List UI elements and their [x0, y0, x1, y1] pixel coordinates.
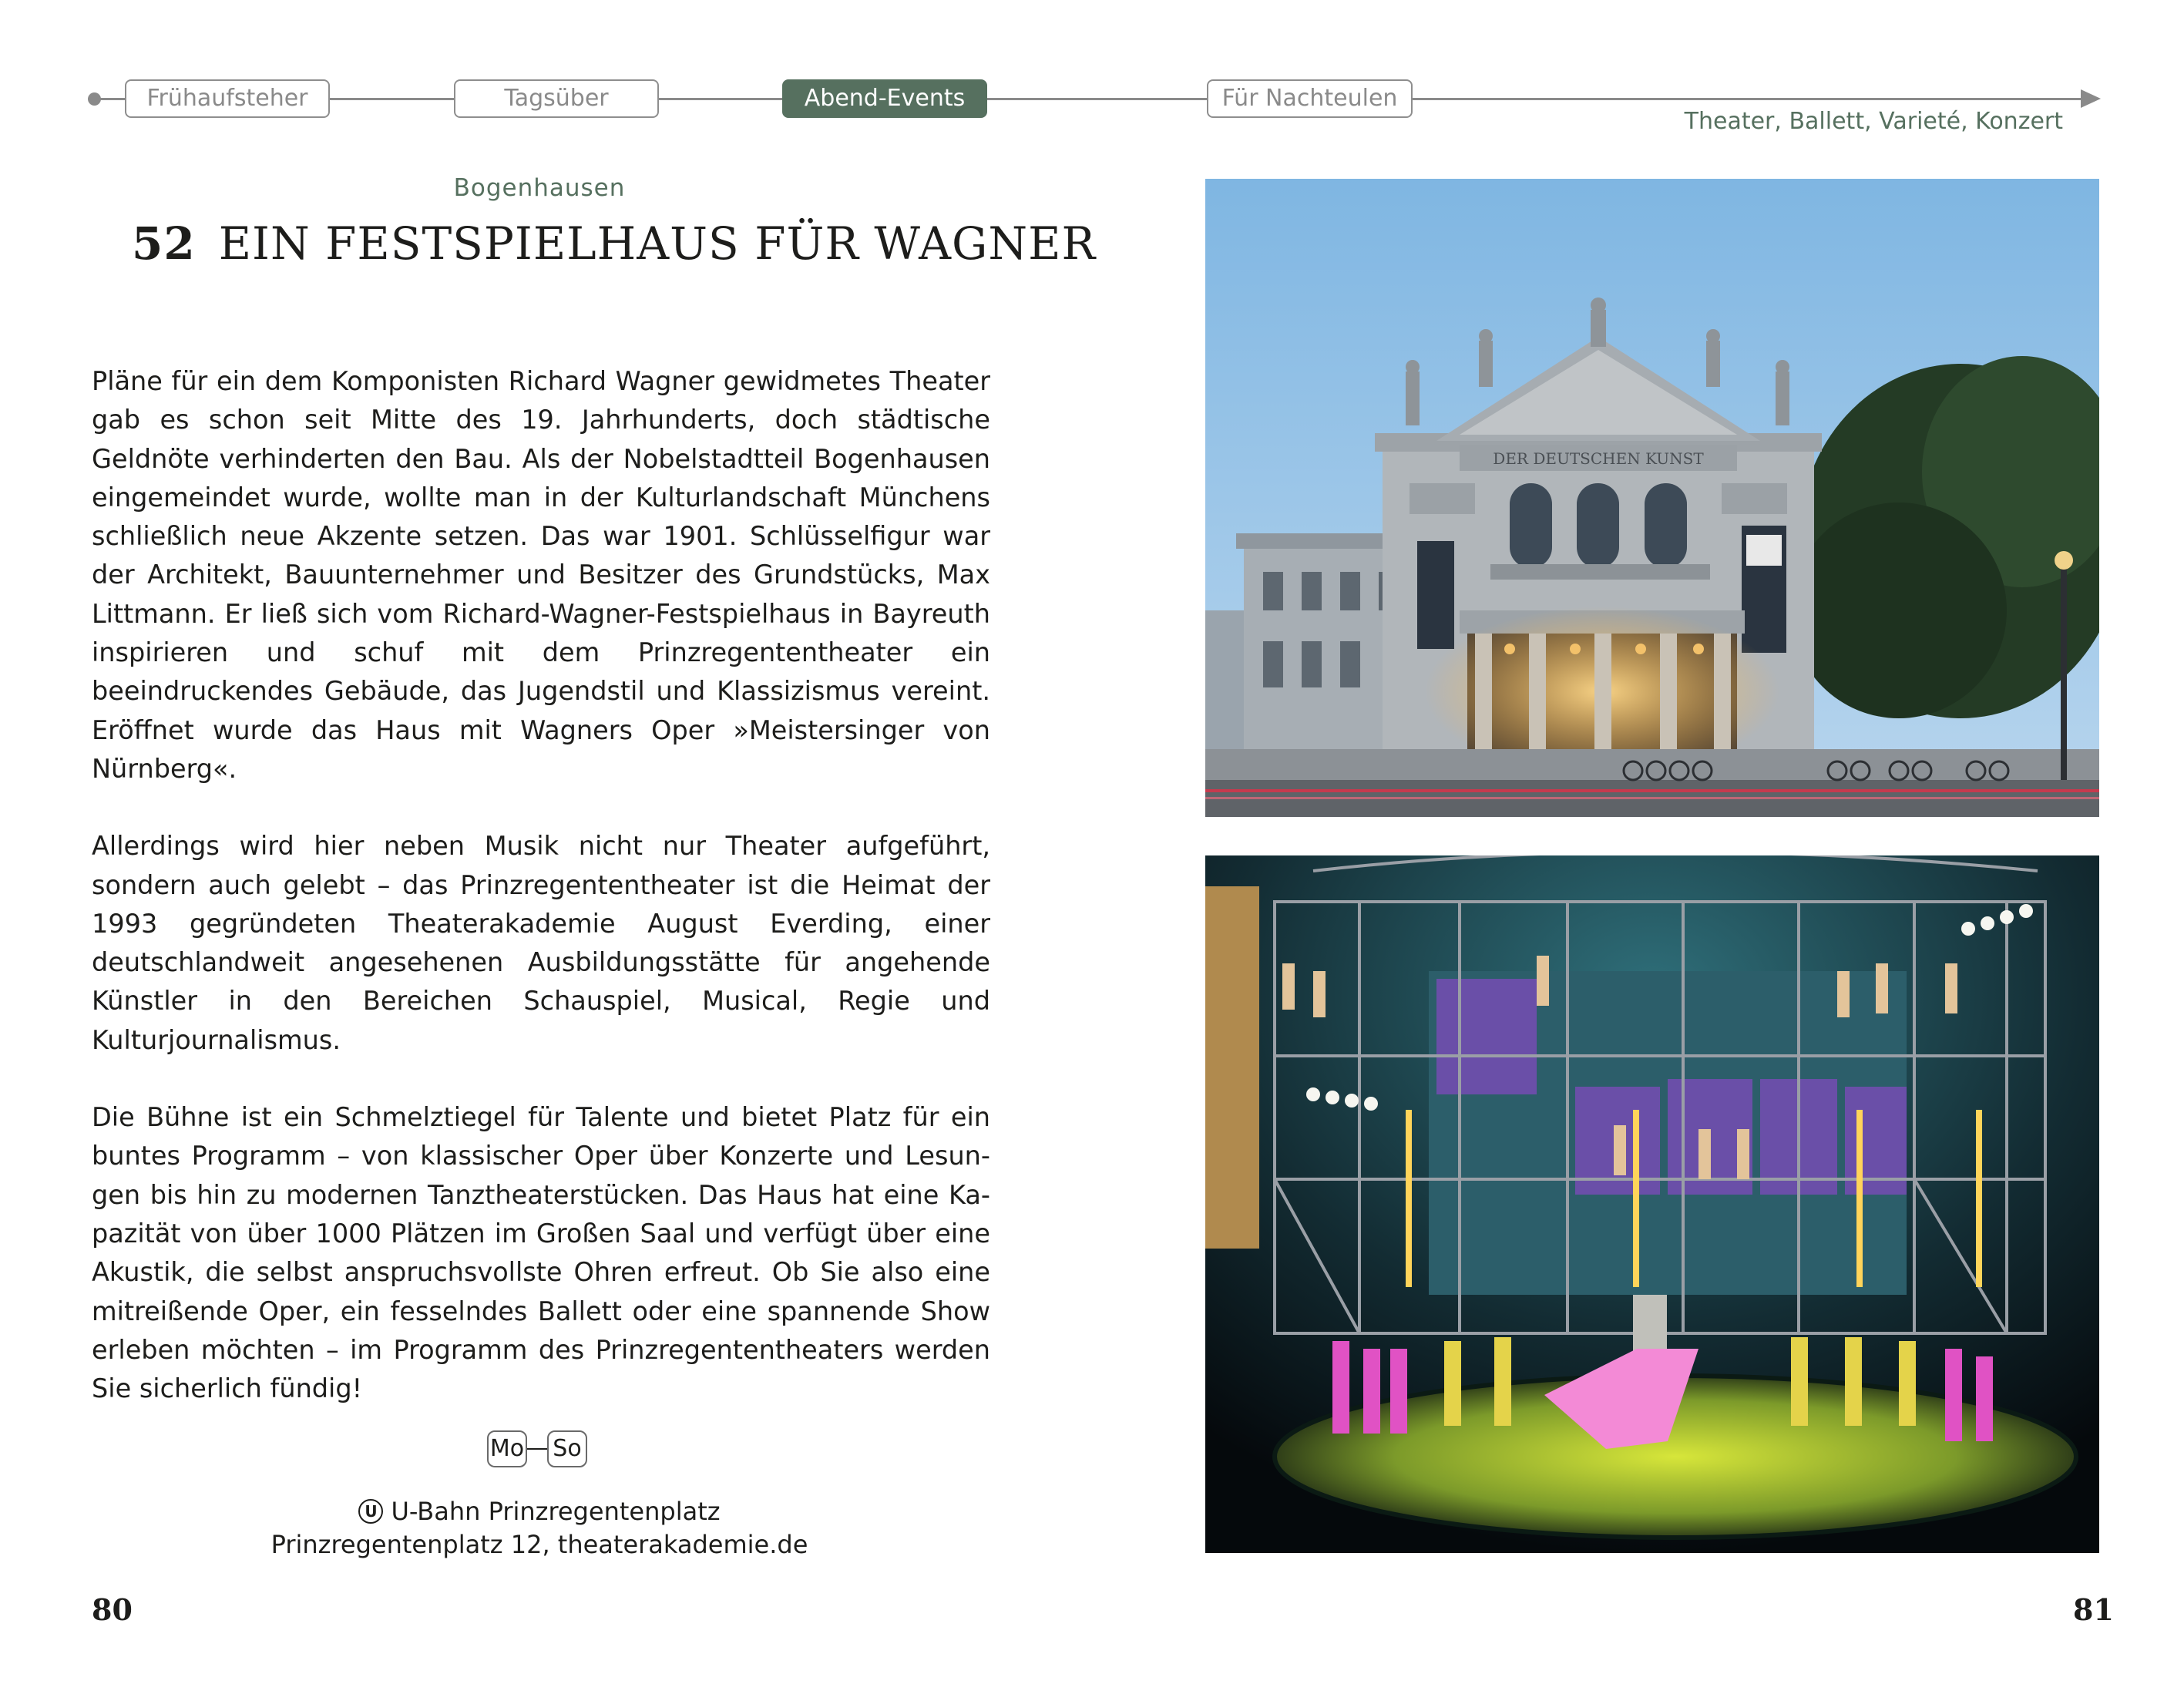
transit-text: U-Bahn Prinzregentenplatz	[391, 1497, 721, 1526]
address-line: Prinzregentenplatz 12, theaterakademie.de	[270, 1530, 808, 1559]
tab-abend-events[interactable]: Abend-Events	[782, 79, 987, 118]
stage-performance-photo	[1205, 855, 2099, 1553]
facade-inscription: DER DEUTSCHEN KUNST	[1493, 449, 1704, 468]
tab-fuer-nachteulen[interactable]: Für Nachteulen	[1207, 79, 1413, 118]
day-to-badge: So	[547, 1430, 587, 1467]
category-subtitle: Theater, Ballett, Varieté, Konzert	[1684, 108, 2063, 135]
article-title-text: EIN FESTSPIELHAUS FÜR WAGNER	[218, 217, 1097, 270]
article-number: 52	[132, 217, 196, 270]
paragraph-2: Allerdings wird hier neben Musik nicht nur Theater aufgeführt, sondern auch gelebt – das Prinzregententheater ist die Heimat der 1993 gegründeten Theaterakademie August Everding, einer deutschlandweit angesehenen Ausbildungsstätte für angehende Künstler in den Bereichen Schauspiel, Musical, Regie und Kulturjournalismus.	[92, 831, 990, 1055]
page-number-right: 81	[2073, 1592, 2114, 1627]
transit-info	[0, 1497, 1079, 1526]
tab-tagsueber[interactable]: Tagsüber	[454, 79, 659, 118]
ubahn-icon: U	[358, 1499, 383, 1524]
timeline-line	[94, 98, 2096, 100]
paragraph-3: Die Bühne ist ein Schmelztiegel für Talente und bietet Platz für ein buntes Programm – von klassischer Oper über Konzerte und Lesungen bis hin zu modernen Tanztheaterstücken. Das Haus hat eine Kapazität von über 1000 Plätzen im Großen Saal und verfügt über eine Akustik, die selbst anspruchsvollste Ohren erfreut. Ob Sie also eine mitreißende Oper, ein fesselndes Ballett oder eine spannende Show erleben möchten – im Programm des Prinzregententheaters werden Sie sicherlich fündig!	[92, 1102, 990, 1404]
article-title	[132, 217, 1096, 270]
day-range-dash	[527, 1448, 547, 1450]
page-number-left: 80	[92, 1592, 133, 1627]
article-body	[92, 362, 990, 1447]
theater-facade-photo	[1205, 179, 2099, 817]
district-label: Bogenhausen	[453, 174, 626, 202]
day-from-badge: Mo	[487, 1430, 527, 1467]
tab-fruehaufsteher[interactable]: Frühaufsteher	[125, 79, 330, 118]
timeline-start-dot	[88, 92, 101, 106]
paragraph-1: Pläne für ein dem Komponisten Richard Wagner gewidmetes Theater gab es schon seit Mitte des 19. Jahrhunderts, doch städtische Geldnöte verhinderten den Bau. Als der Nobelstadtteil Bogenhausen eingemeindet wurde, wollte man in der Kulturlandschaft Münchens schließlich neue Akzente setzen. Das war 1901. Schlüsselfigur war der Architekt, Bauunternehmer und Besitzer des Grundstücks, Max Littmann. Er ließ sich vom Richard-Wagner-Festspielhaus in Bayreuth inspirieren und schuf mit dem Prinzregententheater ein beeindruckendes Gebäude, das Jugendstil und Klassizismus vereint. Eröffnet wurde das Haus mit Wagners Oper »Meistersinger von Nürnberg«.	[92, 366, 990, 784]
opening-days	[487, 1430, 587, 1467]
timeline-arrow-icon	[2081, 89, 2101, 108]
